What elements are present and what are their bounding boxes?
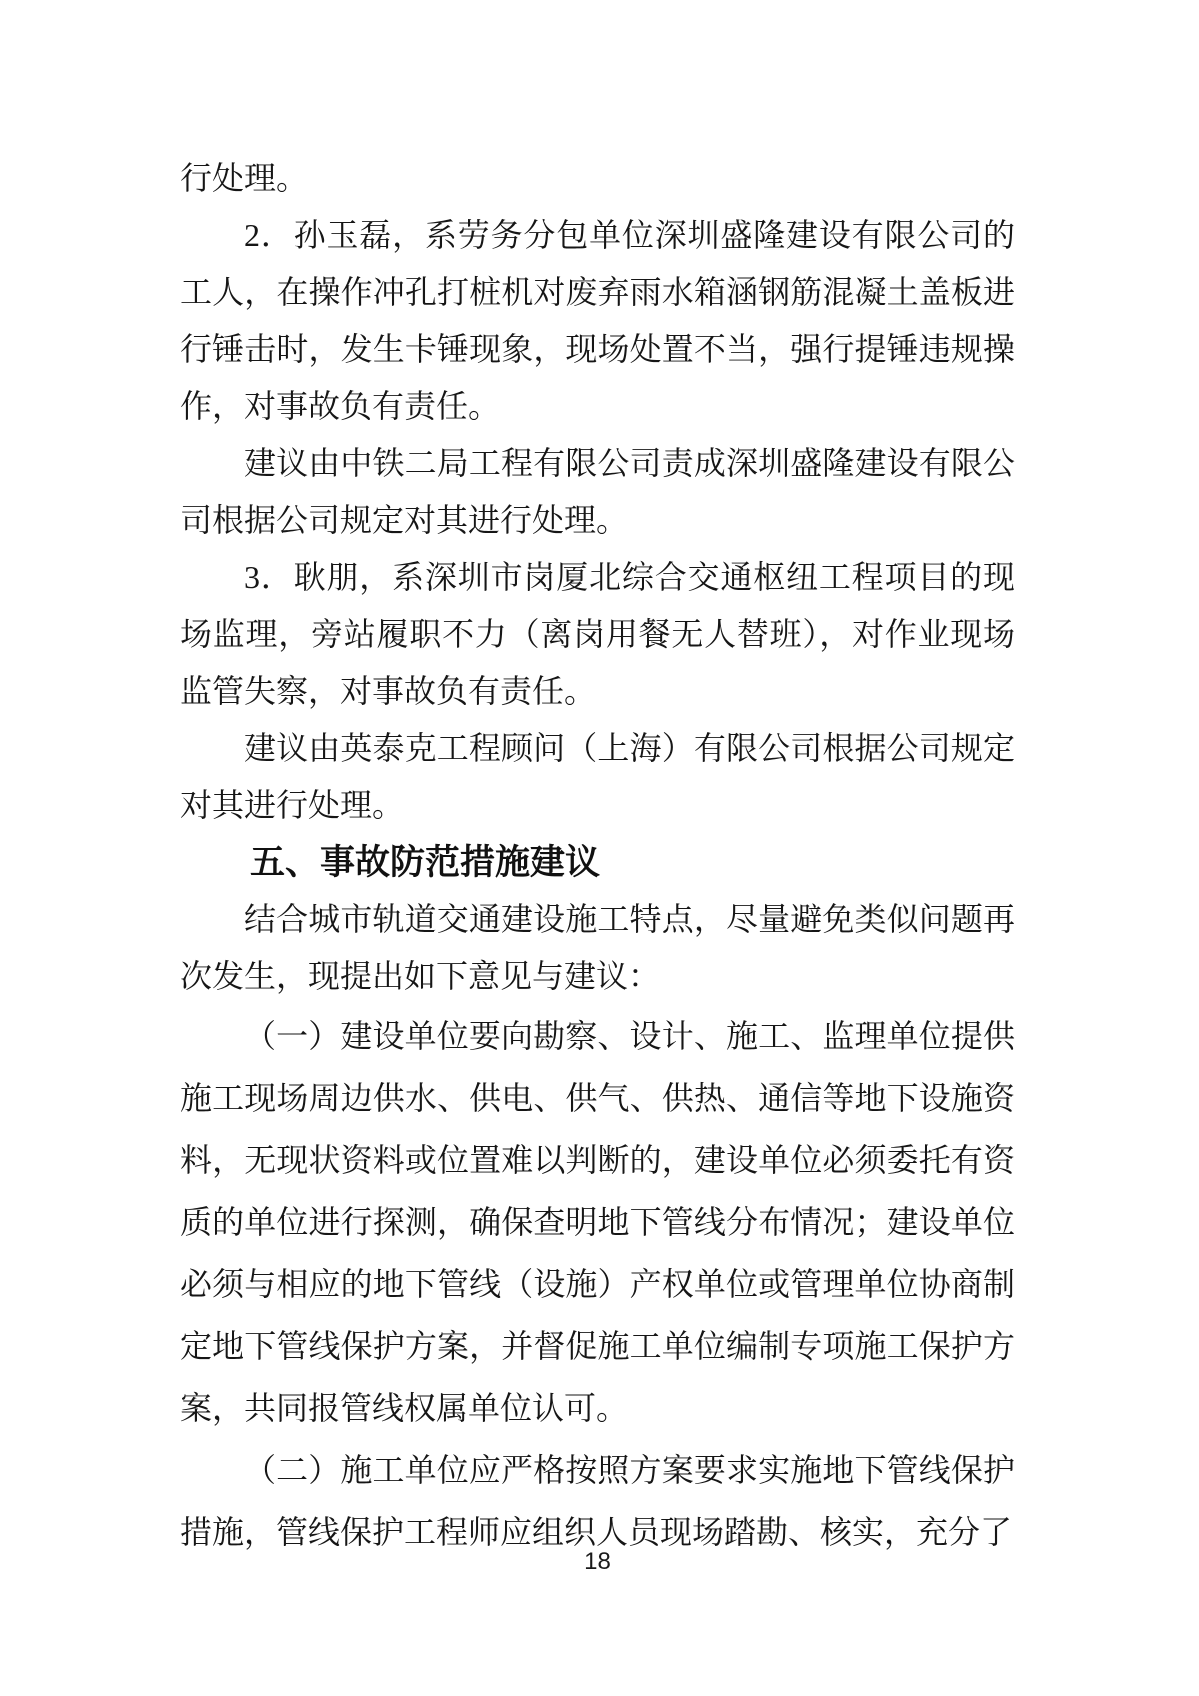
paragraph-worker-responsibility: 2．孙玉磊，系劳务分包单位深圳盛隆建设有限公司的工人，在操作冲孔打桩机对废弃雨水箱涵钢筋混凝土盖板进行锤击时，发生卡锤现象，现场处置不当，强行提锤违规操作，对事故负有责任。 [180, 217, 1015, 424]
paragraph-supervisor-responsibility: 3．耿朋，系深圳市岗厦北综合交通枢纽工程项目的现场监理，旁站履职不力（离岗用餐无人替班），对作业现场监管失察，对事故负有责任。 [180, 559, 1015, 709]
paragraph-suggestion-2: （二）施工单位应严格按照方案要求实施地下管线保护措施，管线保护工程师应组织人员现场踏勘、核实，充分了 [180, 1452, 1015, 1550]
paragraph-recommendation-intec: 建议由英泰克工程顾问（上海）有限公司根据公司规定对其进行处理。 [180, 730, 1015, 823]
paragraph-continuation: 行处理。 [180, 160, 309, 196]
page-number: 18 [584, 1548, 611, 1575]
section-heading-prevention-measures: 五、事故防范措施建议 [250, 843, 601, 882]
paragraph-intro-suggestions: 结合城市轨道交通建设施工特点，尽量避免类似问题再次发生，现提出如下意见与建议： [180, 901, 1015, 994]
text-column [180, 150, 1015, 1563]
paragraph-recommendation-crec2: 建议由中铁二局工程有限公司责成深圳盛隆建设有限公司根据公司规定对其进行处理。 [180, 445, 1015, 538]
paragraph-suggestion-1: （一）建设单位要向勘察、设计、施工、监理单位提供施工现场周边供水、供电、供气、供热、通信等地下设施资料，无现状资料或位置难以判断的，建设单位必须委托有资质的单位进行探测，确保查明地下管线分布情况；建设单位必须与相应的地下管线（设施）产权单位或管理单位协商制定地下管线保护方案，并督促施工单位编制专项施工保护方案，共同报管线权属单位认可。 [180, 1018, 1015, 1426]
